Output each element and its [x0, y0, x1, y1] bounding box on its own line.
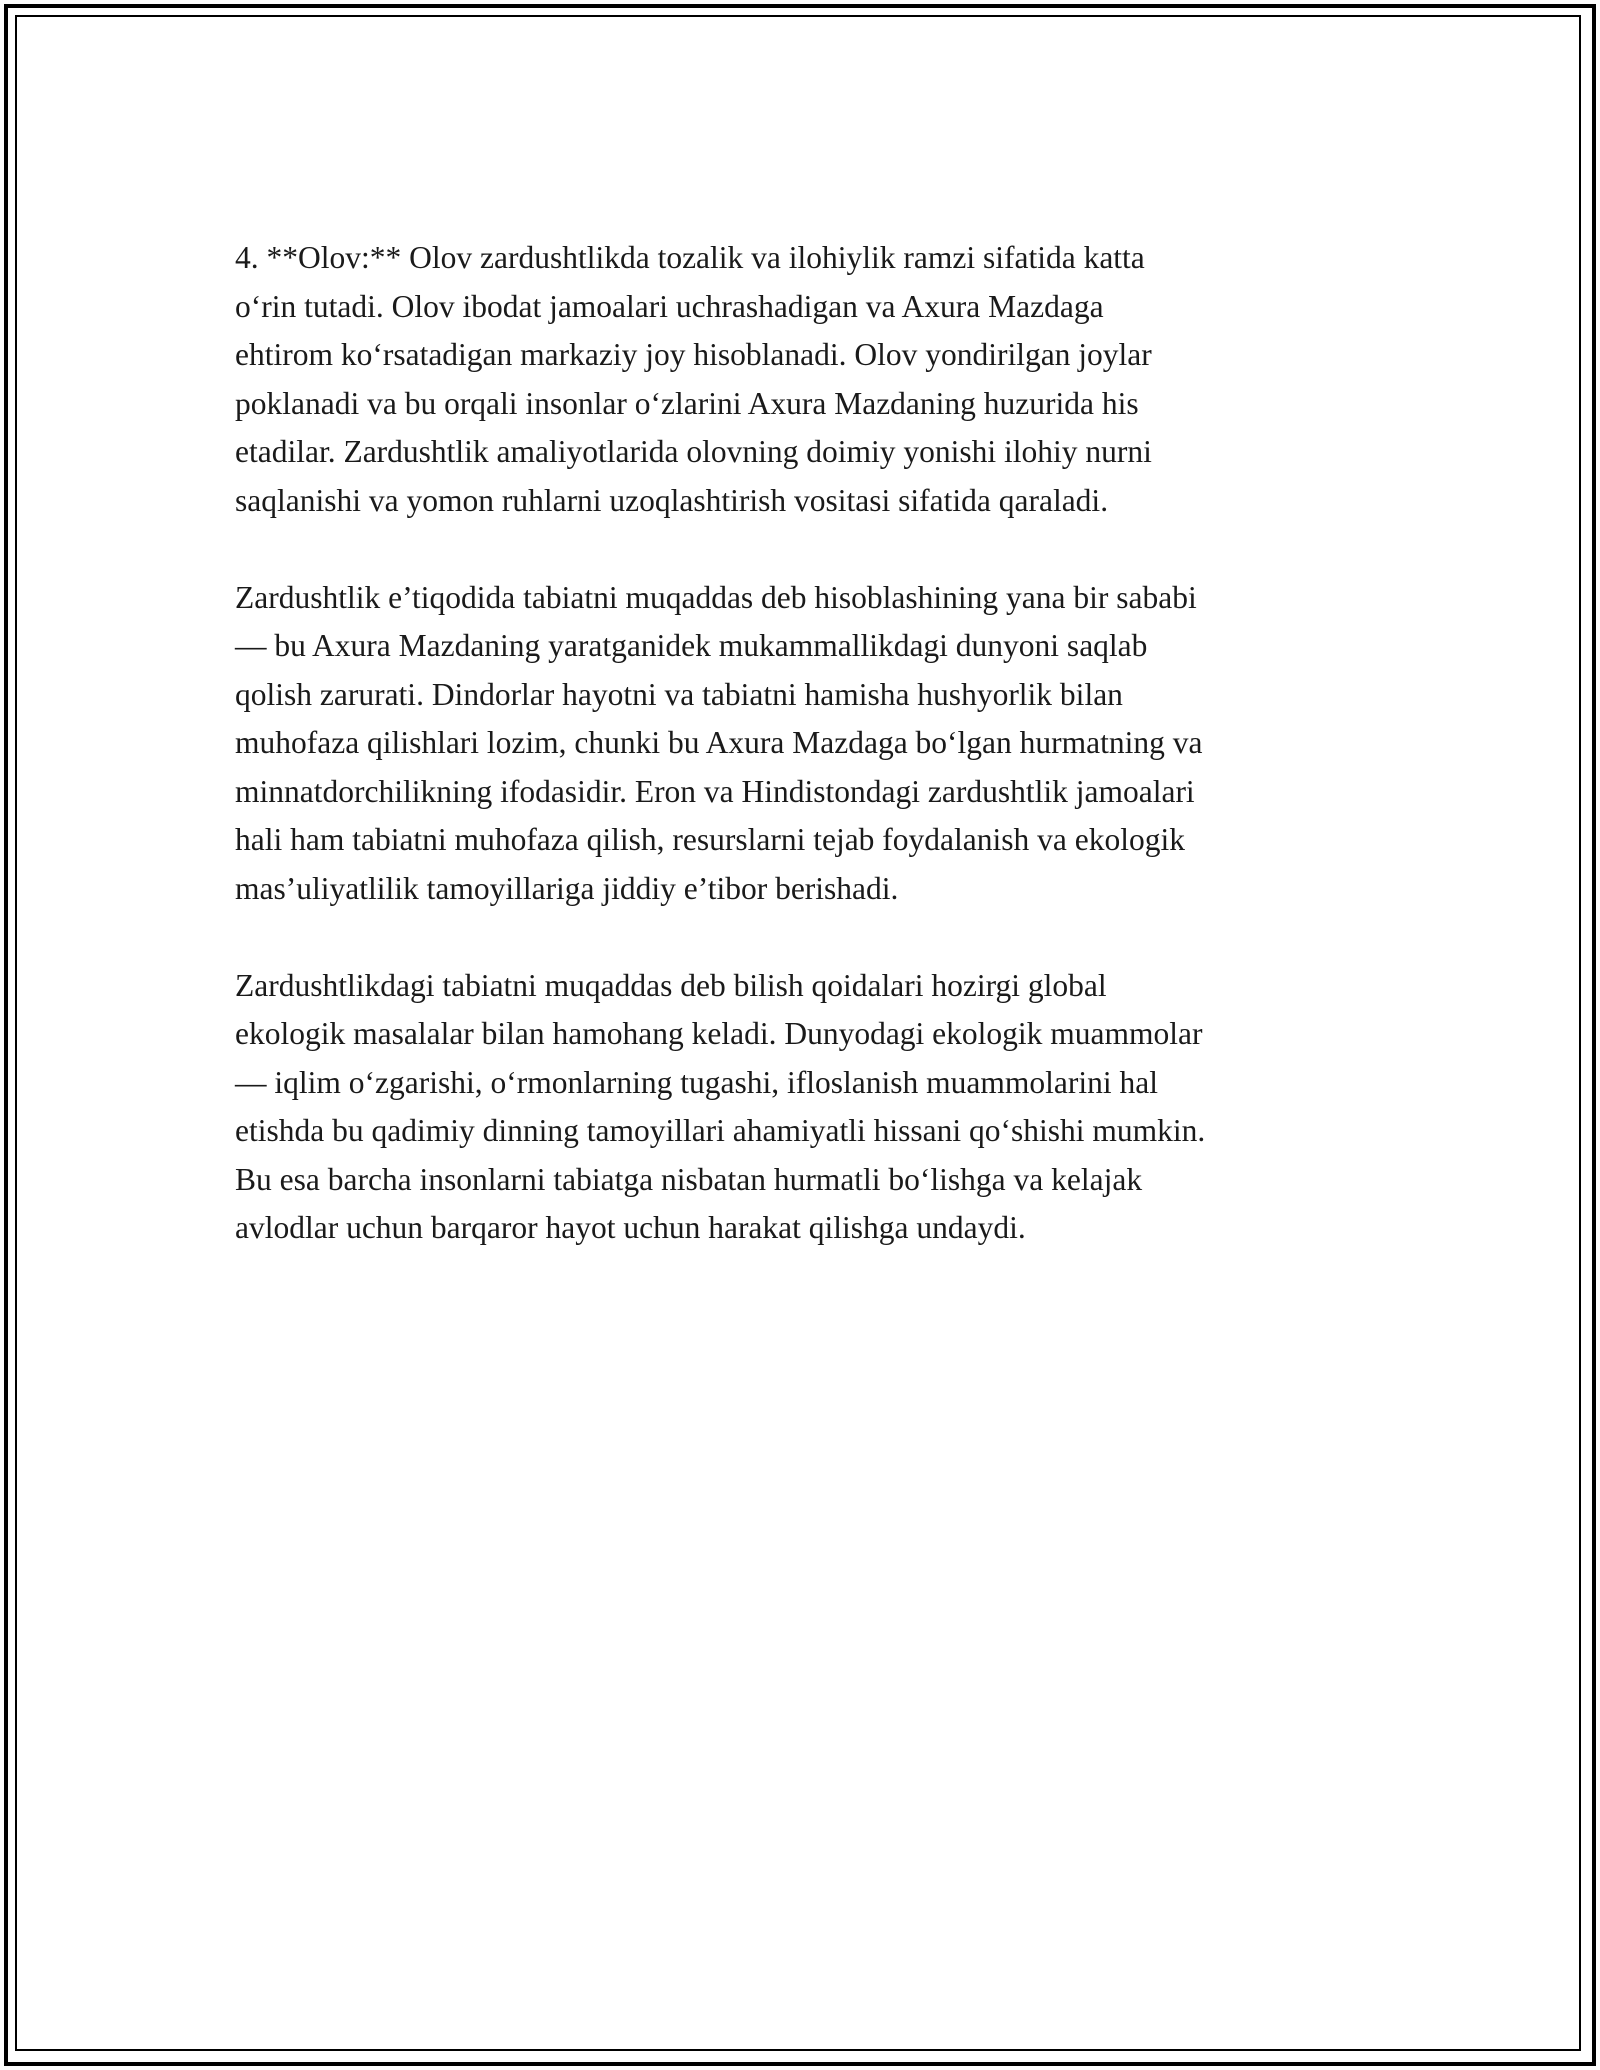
paragraph-fire	[235, 234, 1370, 525]
text-line: saqlanishi va yomon ruhlarni uzoqlashtirish vositasi sifatida qaraladi.	[235, 482, 1109, 518]
text-line: — bu Axura Mazdaning yaratganidek mukammallikdagi dunyoni saqlab	[235, 628, 1148, 663]
text-line: etadilar. Zardushtlik amaliyotlarida olovning doimiy yonishi ilohiy nurni	[235, 434, 1152, 469]
text-line: mas’uliyatlilik tamoyillariga jiddiy e’tibor berishadi.	[235, 870, 899, 906]
text-line: avlodlar uchun barqaror hayot uchun harakat qilishga undaydi.	[235, 1210, 1026, 1245]
text-line: etishda bu qadimiy dinning tamoyillari ahamiyatli hissani qo‘shishi mumkin.	[235, 1113, 1206, 1148]
text-line: minnatdorchilikning ifodasidir. Eron va Hindistondagi zardushtlik jamoalari	[235, 773, 1195, 809]
text-line: ehtirom ko‘rsatadigan markaziy joy hisoblanadi. Olov yondirilgan joylar	[235, 337, 1152, 372]
text-line: — iqlim o‘zgarishi, o‘rmonlarning tugashi, ifloslanish muammolarini hal	[235, 1064, 1158, 1100]
paragraph-global-ecology	[235, 962, 1370, 1253]
text-line: 4. **Olov:** Olov zardushtlikda tozalik va ilohiylik ramzi sifatida katta	[235, 240, 1145, 275]
text-line: Zardushtlikdagi tabiatni muqaddas deb bilish qoidalari hozirgi global	[235, 967, 1107, 1003]
text-line: Bu esa barcha insonlarni tabiatga nisbatan hurmatli bo‘lishga va kelajak	[235, 1161, 1143, 1197]
paragraph-sacred-nature	[235, 574, 1370, 914]
text-line: muhofaza qilishlari lozim, chunki bu Axura Mazdaga bo‘lgan hurmatning va	[235, 725, 1203, 760]
text-line: o‘rin tutadi. Olov ibodat jamoalari uchrashadigan va Axura Mazdaga	[235, 288, 1104, 324]
text-line: Zardushtlik e’tiqodida tabiatni muqaddas deb hisoblashining yana bir sababi	[235, 579, 1197, 615]
text-line: qolish zarurati. Dindorlar hayotni va tabiatni hamisha hushyorlik bilan	[235, 676, 1123, 712]
text-line: hali ham tabiatni muhofaza qilish, resurslarni tejab foydalanish va ekologik	[235, 822, 1185, 857]
text-line: ekologik masalalar bilan hamohang keladi. Dunyodagi ekologik muammolar	[235, 1016, 1203, 1051]
text-line: poklanadi va bu orqali insonlar o‘zlarini Axura Mazdaning huzurida his	[235, 385, 1139, 421]
document-body	[235, 234, 1370, 1301]
